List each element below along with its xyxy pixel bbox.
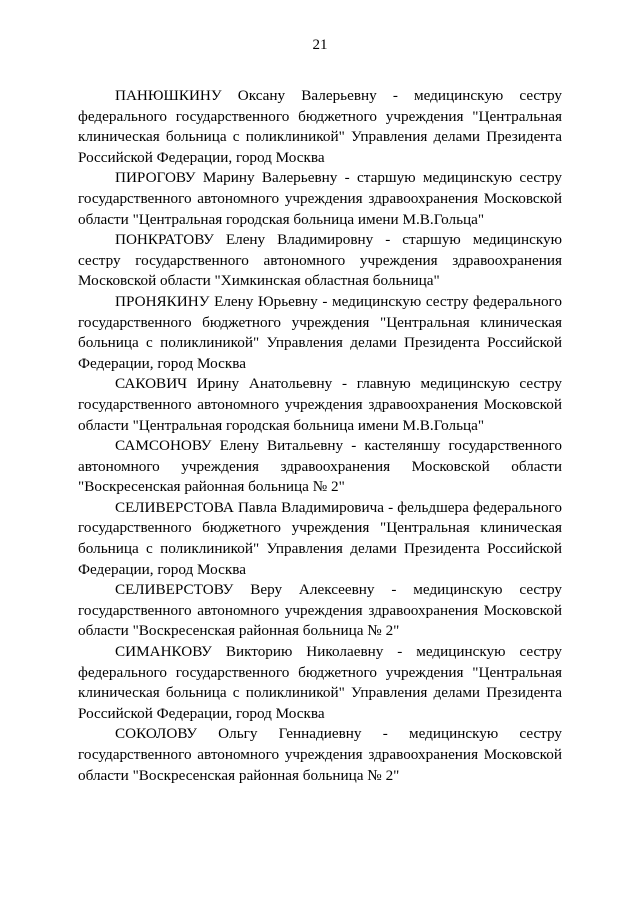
award-entry: СЕЛИВЕРСТОВА Павла Владимировича - фельдшера федерального государственного бюджетного учреждения "Центральная клиническая больница с поликлиникой" Управления делами Президента Российской Федерации, город Москва	[78, 498, 562, 578]
award-entry: ПРОНЯКИНУ Елену Юрьевну - медицинскую сестру федерального государственного бюджетного учреждения "Центральная клиническая больница с поликлиникой" Управления делами Президента Российской Федерации, город Москва	[78, 292, 562, 372]
page-number: 21	[312, 37, 328, 53]
award-entry: ПАНЮШКИНУ Оксану Валерьевну - медицинскую сестру федерального государственного бюджетного учреждения "Центральная клиническая больница с поликлиникой" Управления делами Президента Российской Федерации, город Москва	[78, 87, 562, 166]
award-entry: СОКОЛОВУ Ольгу Геннадиевну - медицинскую сестру государственного автономного учреждения здравоохранения Московской области "Воскресенская районная больница № 2"	[78, 725, 562, 784]
award-entry: СИМАНКОВУ Викторию Николаевну - медицинскую сестру федерального государственного бюджетного учреждения "Центральная клиническая больница с поликлиникой" Управления делами Президента Российской Федерации, город Москва	[78, 643, 562, 722]
award-entry: СЕЛИВЕРСТОВУ Веру Алексеевну - медицинскую сестру государственного автономного учреждения здравоохранения Московской области "Воскресенская районная больница № 2"	[78, 581, 562, 640]
award-list	[78, 86, 562, 786]
award-entry: ПИРОГОВУ Марину Валерьевну - старшую медицинскую сестру государственного автономного учреждения здравоохранения Московской области "Центральная городская больница имени М.В.Гольца"	[78, 169, 562, 228]
award-entry: САМСОНОВУ Елену Витальевну - кастеляншу государственного автономного учреждения здравоохранения Московской области "Воскресенская районная больница № 2"	[78, 437, 562, 496]
award-entry: ПОНКРАТОВУ Елену Владимировну - старшую медицинскую сестру государственного автономного учреждения здравоохранения Московской области "Химкинская областная больница"	[78, 231, 562, 290]
award-entry: САКОВИЧ Ирину Анатольевну - главную медицинскую сестру государственного автономного учреждения здравоохранения Московской области "Центральная городская больница имени М.В.Гольца"	[78, 375, 562, 434]
